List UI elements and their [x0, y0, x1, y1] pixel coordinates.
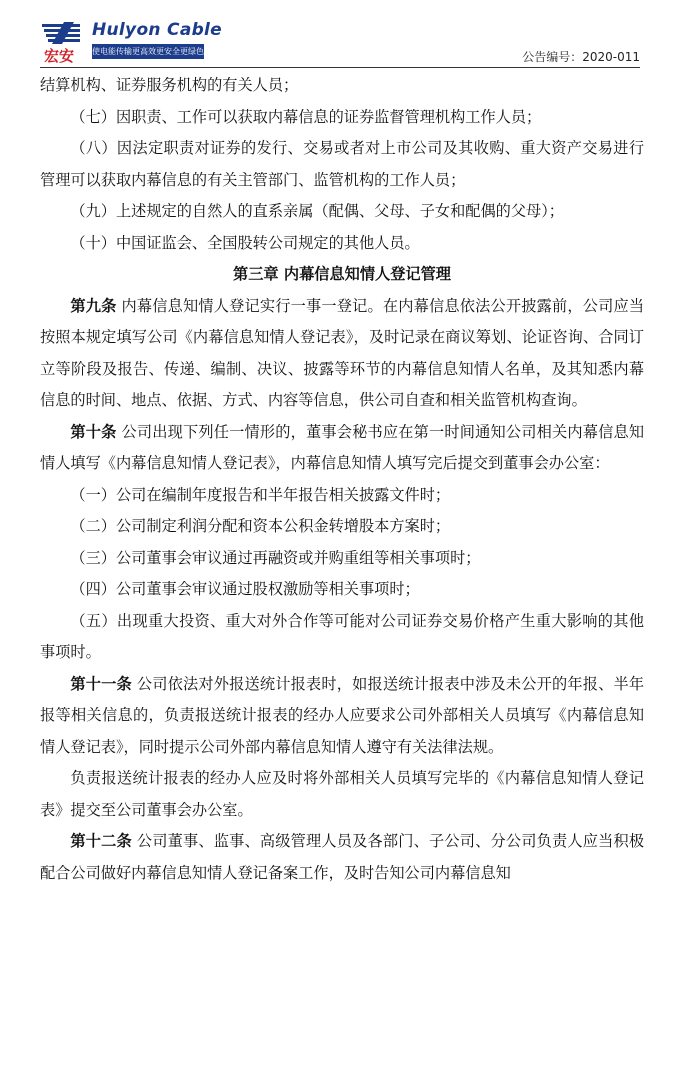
list-item: （三）公司董事会审议通过再融资或并购重组等相关事项时；	[70, 548, 481, 567]
list-item: （二）公司制定利润分配和资本公积金转增股本方案时；	[70, 517, 451, 535]
article-9	[40, 291, 644, 417]
chapter-heading: 第三章 内幕信息知情人登记管理	[233, 265, 451, 283]
article-label: 第九条	[70, 296, 117, 315]
logo-wordmark: Hulyon Cable	[92, 20, 223, 40]
article-10	[40, 417, 644, 480]
article-12	[40, 826, 644, 889]
list-item: （四）公司董事会审议通过股权激励等相关事项时；	[70, 580, 420, 598]
list-item: （七）因职责、工作可以获取内幕信息的证券监督管理机构工作人员；	[70, 107, 542, 126]
logo-slogan: 使电能传输更高效更安全更绿色	[92, 44, 204, 59]
paragraph: 结算机构、证券服务机构的有关人员；	[40, 76, 299, 94]
article-text: 公司董事、监事、高级管理人员及各部门、子公司、分公司负责人应当积极配合公司做好内幕信息知情人登记备案工作，及时告知公司内幕信息知	[40, 832, 645, 882]
page-header	[0, 0, 680, 70]
list-item: （八）因法定职责对证券的发行、交易或者对上市公司及其收购、重大资产交易进行管理可以获取内幕信息的有关主管部门、监管机构的工作人员；	[40, 139, 644, 189]
list-item: （五）出现重大投资、重大对外合作等可能对公司证券交易价格产生重大影响的其他事项时。	[40, 611, 644, 661]
list-item: （十）中国证监会、全国股转公司规定的其他人员。	[70, 233, 420, 252]
article-text: 公司出现下列任一情形的，董事会秘书应在第一时间通知公司相关内幕信息知情人填写《内幕信息知情人登记表》，内幕信息知情人填写完后提交到董事会办公室：	[40, 422, 645, 472]
article-label: 第十二条	[70, 832, 132, 850]
document-body	[40, 70, 644, 889]
header-divider	[40, 67, 640, 68]
list-item: （九）上述规定的自然人的直系亲属（配偶、父母、子女和配偶的父母）；	[70, 202, 564, 220]
article-label: 第十一条	[70, 674, 132, 693]
announcement-number: 公告编号：2020-011	[522, 50, 640, 64]
paragraph: 负责报送统计报表的经办人应及时将外部相关人员填写完毕的《内幕信息知情人登记表》提交至公司董事会办公室。	[40, 769, 644, 819]
article-text: 内幕信息知情人登记实行一事一登记。在内幕信息依法公开披露前，公司应当按照本规定填写公司《内幕信息知情人登记表》，及时记录在商议筹划、论证咨询、合同订立等阶段及报告、传递、编制、决议、披露等环节的内幕信息知情人名单，及其知悉内幕信息的时间、地点、依据、方式、内容等信息，供公司自查和相关监管机构查询。	[40, 296, 645, 409]
logo-mark-text: 宏安	[44, 47, 75, 64]
article-text: 公司依法对外报送统计报表时，如报送统计报表中涉及未公开的年报、半年报等相关信息的，负责报送统计报表的经办人应要求公司外部相关人员填写《内幕信息知情人登记表》，同时提示公司外部内幕信息知情人遵守有关法律法规。	[40, 674, 645, 756]
company-logo	[40, 20, 223, 66]
article-11	[40, 669, 644, 764]
logo-mark-icon	[40, 20, 90, 64]
article-label: 第十条	[70, 422, 117, 441]
list-item: （一）公司在编制年度报告和半年报告相关披露文件时；	[70, 485, 451, 504]
